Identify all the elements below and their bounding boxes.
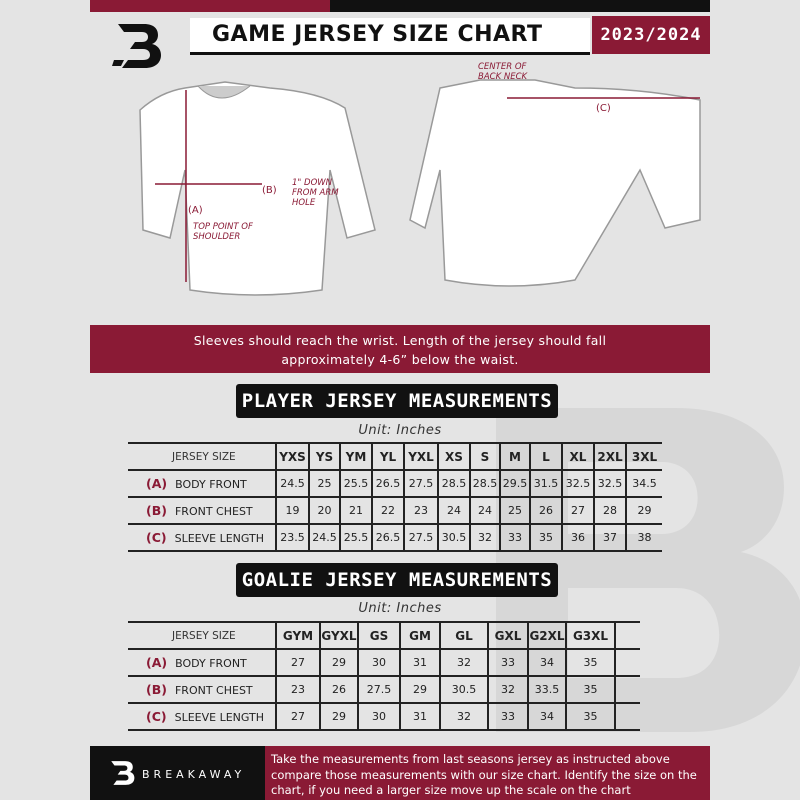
table-cell: 29 bbox=[320, 649, 358, 676]
table-cell: 24 bbox=[438, 497, 470, 524]
table-cell: 30 bbox=[358, 649, 400, 676]
table-cell bbox=[615, 649, 640, 676]
size-header: GM bbox=[400, 622, 440, 649]
table-cell: 23 bbox=[404, 497, 438, 524]
row-key: (A) bbox=[146, 476, 168, 491]
goalie-unit: Unit: Inches bbox=[358, 601, 442, 616]
table-cell: 32.5 bbox=[562, 470, 594, 497]
table-cell: 32 bbox=[470, 524, 500, 551]
footer-logo-icon bbox=[108, 758, 136, 788]
table-row bbox=[128, 524, 662, 551]
table-cell: 20 bbox=[309, 497, 340, 524]
size-label: JERSEY SIZE bbox=[128, 622, 276, 649]
table-cell: 34 bbox=[528, 703, 566, 730]
table-cell: 22 bbox=[372, 497, 404, 524]
label-c-desc: CENTER OF BACK NECK bbox=[478, 62, 528, 82]
player-heading: PLAYER JERSEY MEASUREMENTS bbox=[236, 384, 558, 418]
size-header: XS bbox=[438, 443, 470, 470]
row-key: (B) bbox=[146, 682, 167, 697]
table-row bbox=[128, 497, 662, 524]
table-cell: 34 bbox=[528, 649, 566, 676]
size-header: L bbox=[530, 443, 562, 470]
size-header: YXS bbox=[276, 443, 309, 470]
table-cell: 21 bbox=[340, 497, 372, 524]
table-cell: 35 bbox=[566, 649, 615, 676]
table-row bbox=[128, 470, 662, 497]
table-cell: 25.5 bbox=[340, 524, 372, 551]
size-header: GYXL bbox=[320, 622, 358, 649]
row-label bbox=[128, 524, 276, 551]
size-header: XL bbox=[562, 443, 594, 470]
table-cell: 34.5 bbox=[626, 470, 662, 497]
jersey-illustration bbox=[0, 60, 800, 320]
size-header: 3XL bbox=[626, 443, 662, 470]
row-label bbox=[128, 676, 276, 703]
size-header: YXL bbox=[404, 443, 438, 470]
size-header: GXL bbox=[488, 622, 528, 649]
row-label bbox=[128, 703, 276, 730]
table-cell: 27.5 bbox=[404, 470, 438, 497]
table-cell: 29 bbox=[400, 676, 440, 703]
table-cell: 30 bbox=[358, 703, 400, 730]
jersey-diagrams bbox=[0, 60, 800, 320]
row-name: FRONT CHEST bbox=[174, 684, 253, 697]
size-header: GS bbox=[358, 622, 400, 649]
table-cell: 24.5 bbox=[309, 524, 340, 551]
row-key: (C) bbox=[146, 709, 167, 724]
table-cell: 27.5 bbox=[404, 524, 438, 551]
table-cell: 35 bbox=[566, 703, 615, 730]
size-header: M bbox=[500, 443, 530, 470]
table-cell: 35 bbox=[566, 676, 615, 703]
table-cell: 31.5 bbox=[530, 470, 562, 497]
header-row bbox=[128, 443, 662, 470]
table-cell: 37 bbox=[594, 524, 626, 551]
size-header: YS bbox=[309, 443, 340, 470]
table-cell: 25.5 bbox=[340, 470, 372, 497]
size-header: S bbox=[470, 443, 500, 470]
brand-name: BREAKAWAY bbox=[142, 768, 246, 781]
goalie-heading: GOALIE JERSEY MEASUREMENTS bbox=[236, 563, 558, 597]
row-name: SLEEVE LENGTH bbox=[174, 711, 265, 724]
table-row bbox=[128, 703, 640, 730]
label-c: (C) bbox=[596, 103, 611, 114]
table-cell: 35 bbox=[530, 524, 562, 551]
table-cell: 24 bbox=[470, 497, 500, 524]
table-cell: 38 bbox=[626, 524, 662, 551]
size-label: JERSEY SIZE bbox=[128, 443, 276, 470]
table-cell: 30.5 bbox=[440, 676, 488, 703]
table-cell: 27 bbox=[276, 649, 320, 676]
player-unit: Unit: Inches bbox=[358, 423, 442, 438]
table-cell: 36 bbox=[562, 524, 594, 551]
row-key: (A) bbox=[146, 655, 168, 670]
size-header: 2XL bbox=[594, 443, 626, 470]
table-cell bbox=[615, 676, 640, 703]
row-key: (C) bbox=[146, 530, 167, 545]
table-cell: 26 bbox=[320, 676, 358, 703]
table-cell: 31 bbox=[400, 703, 440, 730]
row-name: BODY FRONT bbox=[175, 478, 247, 491]
header-row bbox=[128, 622, 640, 649]
size-header: YM bbox=[340, 443, 372, 470]
row-label bbox=[128, 497, 276, 524]
table-cell: 32.5 bbox=[594, 470, 626, 497]
table-cell: 28.5 bbox=[470, 470, 500, 497]
table-cell: 33 bbox=[488, 703, 528, 730]
table-cell: 23 bbox=[276, 676, 320, 703]
table-cell: 19 bbox=[276, 497, 309, 524]
size-header: GYM bbox=[276, 622, 320, 649]
row-key: (B) bbox=[146, 503, 167, 518]
table-cell: 27.5 bbox=[358, 676, 400, 703]
table-cell: 32 bbox=[440, 703, 488, 730]
table-cell: 29.5 bbox=[500, 470, 530, 497]
label-b-desc: 1" DOWN FROM ARM HOLE bbox=[292, 178, 339, 208]
table-row bbox=[128, 649, 640, 676]
table-cell: 26 bbox=[530, 497, 562, 524]
season-badge: 2023/2024 bbox=[592, 16, 710, 54]
sizing-note-banner bbox=[90, 325, 710, 373]
row-name: BODY FRONT bbox=[175, 657, 247, 670]
table-cell: 27 bbox=[562, 497, 594, 524]
table-cell bbox=[615, 703, 640, 730]
table-cell: 23.5 bbox=[276, 524, 309, 551]
table-cell: 24.5 bbox=[276, 470, 309, 497]
row-name: SLEEVE LENGTH bbox=[174, 532, 265, 545]
label-a: (A) bbox=[188, 205, 203, 216]
label-b: (B) bbox=[262, 185, 277, 196]
table-cell: 26.5 bbox=[372, 470, 404, 497]
size-header: G3XL bbox=[566, 622, 615, 649]
table-cell: 29 bbox=[320, 703, 358, 730]
table-cell: 32 bbox=[440, 649, 488, 676]
row-label bbox=[128, 470, 276, 497]
table-row bbox=[128, 676, 640, 703]
footer-brand bbox=[90, 746, 265, 800]
table-cell: 31 bbox=[400, 649, 440, 676]
table-cell: 26.5 bbox=[372, 524, 404, 551]
banner-line-1: Sleeves should reach the wrist. Length of the jersey should fall bbox=[193, 333, 607, 348]
table-cell: 25 bbox=[309, 470, 340, 497]
footer-instructions: Take the measurements from last seasons jersey as instructed above compare those measurements with our size chart. Identify the size on the chart, if you need a larger size move up the scale on the chart bbox=[265, 746, 710, 800]
page-title: GAME JERSEY SIZE CHART bbox=[190, 18, 590, 52]
goalie-size-table bbox=[128, 621, 640, 731]
table-cell: 30.5 bbox=[438, 524, 470, 551]
table-cell: 33.5 bbox=[528, 676, 566, 703]
player-size-table bbox=[128, 442, 662, 552]
row-name: FRONT CHEST bbox=[174, 505, 253, 518]
banner-line-2: approximately 4-6” below the waist. bbox=[281, 352, 519, 367]
table-cell: 28.5 bbox=[438, 470, 470, 497]
table-cell: 29 bbox=[626, 497, 662, 524]
top-stripe bbox=[90, 0, 710, 12]
size-header: YL bbox=[372, 443, 404, 470]
label-a-desc: TOP POINT OF SHOULDER bbox=[193, 222, 253, 242]
table-cell: 25 bbox=[500, 497, 530, 524]
table-cell: 32 bbox=[488, 676, 528, 703]
table-cell: 28 bbox=[594, 497, 626, 524]
table-cell: 33 bbox=[488, 649, 528, 676]
size-header: GL bbox=[440, 622, 488, 649]
size-header bbox=[615, 622, 640, 649]
table-cell: 33 bbox=[500, 524, 530, 551]
table-cell: 27 bbox=[276, 703, 320, 730]
row-label bbox=[128, 649, 276, 676]
size-header: G2XL bbox=[528, 622, 566, 649]
